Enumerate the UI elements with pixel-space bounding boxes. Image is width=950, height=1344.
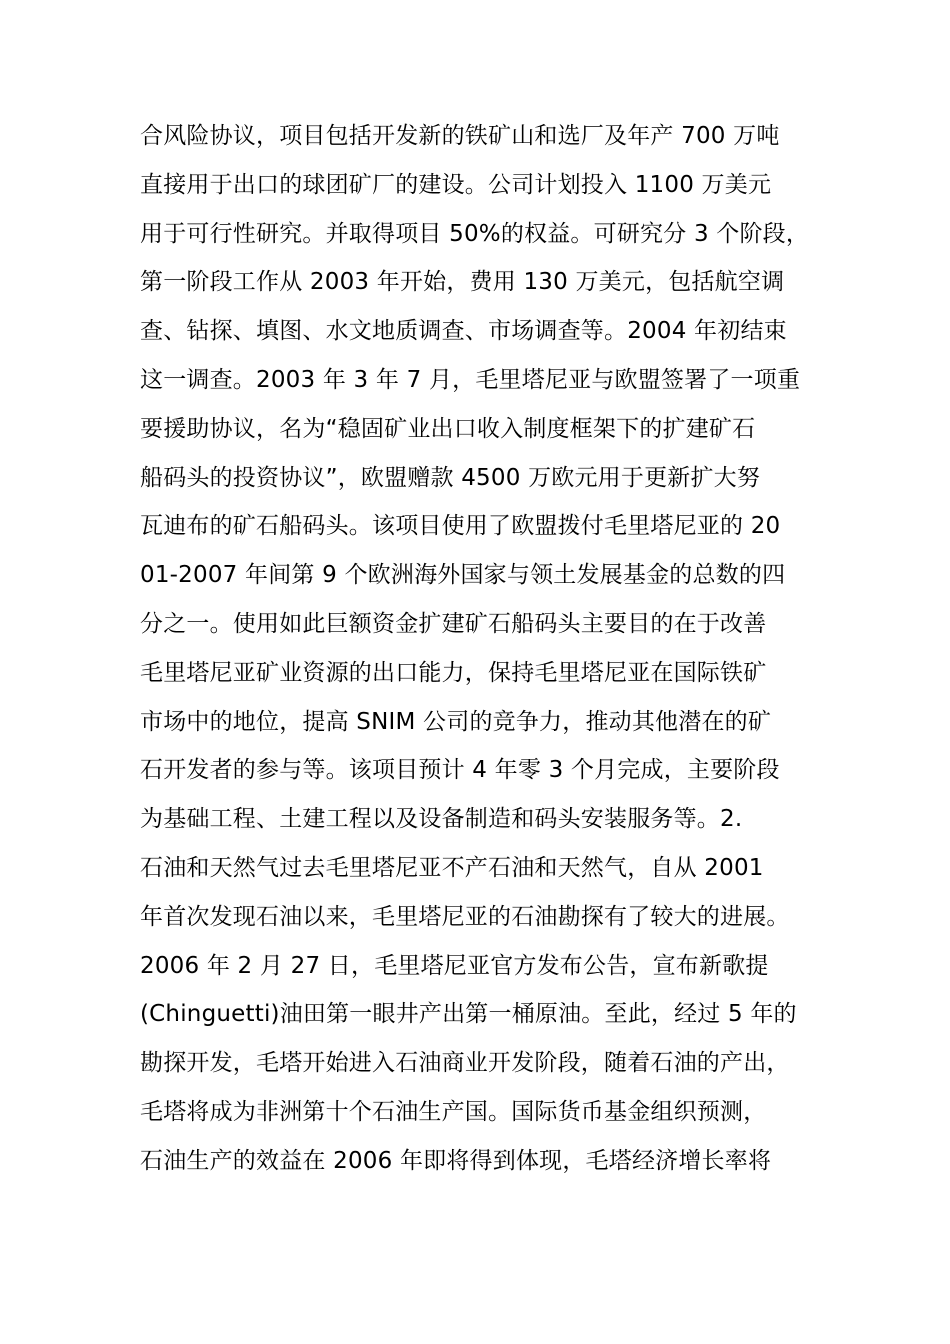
text-line: 合风险协议，项目包括开发新的铁矿山和选厂及年产 700 万吨 bbox=[140, 123, 780, 149]
text-line: 毛里塔尼亚矿业资源的出口能力，保持毛里塔尼亚在国际铁矿 bbox=[140, 659, 767, 686]
text-line: 毛塔将成为非洲第十个石油生产国。国际货币基金组织预测， bbox=[140, 1098, 767, 1125]
text-line: 这一调查。2003 年 3 年 7 月，毛里塔尼亚与欧盟签署了一项重 bbox=[140, 366, 801, 393]
text-line: 要援助协议，名为“稳固矿业出口收入制度框架下的扩建矿石 bbox=[140, 415, 756, 442]
text-line: 船码头的投资协议”，欧盟赠款 4500 万欧元用于更新扩大努 bbox=[140, 464, 761, 491]
text-line: 石油生产的效益在 2006 年即将得到体现，毛塔经济增长率将 bbox=[140, 1147, 772, 1174]
text-line: (Chinguetti)油田第一眼井产出第一桶原油。至此，经过 5 年的 bbox=[140, 1001, 797, 1028]
text-line: 市场中的地位，提高 SNIM 公司的竞争力，推动其他潜在的矿 bbox=[140, 708, 772, 735]
text-line: 年首次发现石油以来，毛里塔尼亚的石油勘探有了较大的进展。 bbox=[140, 903, 790, 930]
text-line: 石油和天然气过去毛里塔尼亚不产石油和天然气，自从 2001 bbox=[140, 854, 764, 881]
text-line: 第一阶段工作从 2003 年开始，费用 130 万美元，包括航空调 bbox=[140, 269, 785, 296]
text-line: 石开发者的参与等。该项目预计 4 年零 3 个月完成，主要阶段 bbox=[140, 757, 780, 784]
body-text bbox=[140, 112, 830, 1186]
text-line: 分之一。使用如此巨额资金扩建矿石船码头主要目的在于改善 bbox=[140, 610, 767, 637]
text-line: 为基础工程、土建工程以及设备制造和码头安装服务等。2. bbox=[140, 806, 743, 833]
text-line: 用于可行性研究。并取得项目 50%的权益。可研究分 3 个阶段， bbox=[140, 220, 810, 247]
text-line: 勘探开发，毛塔开始进入石油商业开发阶段，随着石油的产出， bbox=[140, 1050, 790, 1077]
text-line: 瓦迪布的矿石船码头。该项目使用了欧盟拨付毛里塔尼亚的 20 bbox=[140, 513, 781, 540]
text-line: 2006 年 2 月 27 日，毛里塔尼亚官方发布公告，宣布新歌提 bbox=[140, 952, 769, 979]
text-line: 01-2007 年间第 9 个欧洲海外国家与领土发展基金的总数的四 bbox=[140, 562, 786, 589]
text-line: 直接用于出口的球团矿厂的建设。公司计划投入 1100 万美元 bbox=[140, 171, 772, 198]
text-line: 查、钻探、填图、水文地质调查、市场调查等。2004 年初结束 bbox=[140, 318, 787, 345]
